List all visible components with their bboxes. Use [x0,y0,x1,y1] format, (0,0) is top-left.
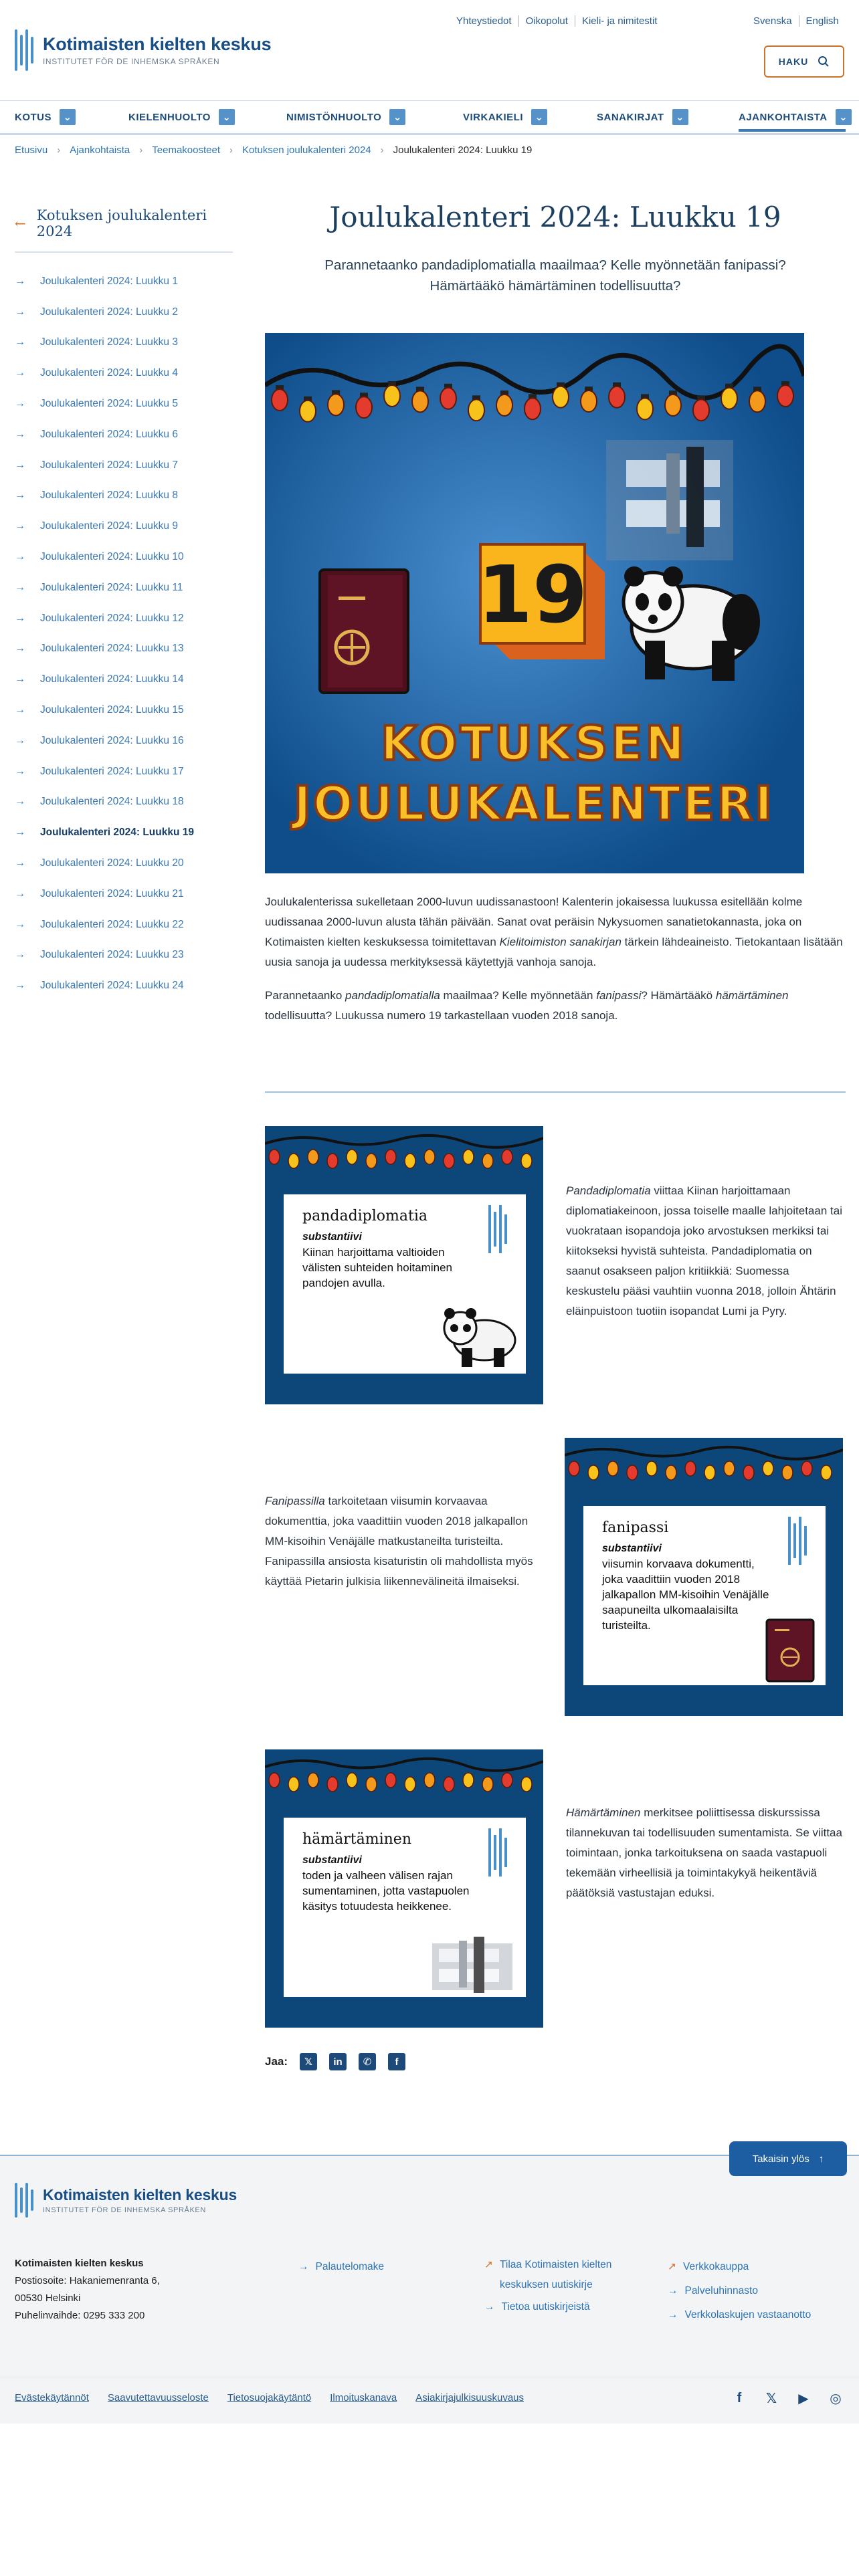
nav-label: NIMISTÖNHUOLTO [286,111,382,123]
chevron-down-icon: ⌄ [531,109,547,125]
card-text-fanipassi: Fanipassilla tarkoitetaan viisumin korvaavaa dokumenttia, joka vaadittiin vuoden 2018 jalkapallon MM-kisoihin Venäjälle matkustaneilta turisteilta. Fanipassilla ansiosta kisaturistin oli mahdollista myös käyttää Pietarin julkisia liikennevälineitä ilmaiseksi. [265,1495,533,1588]
definition: Kiinan harjoittama valtioiden välisten suhteiden hoitaminen pandojen avulla. [302,1246,452,1289]
sidebar-item-luukku-16[interactable] [15,726,233,756]
sidebar-item-luukku-15[interactable] [15,695,233,726]
top-links [450,15,664,27]
linkedin-share-icon[interactable]: in [329,2053,347,2070]
sidebar-item-label: Joulukalenteri 2024: Luukku 8 [40,490,178,502]
sidebar-item-label: Joulukalenteri 2024: Luukku 21 [40,887,184,899]
sidebar-item-label: Joulukalenteri 2024: Luukku 13 [40,643,184,655]
arrow-right-icon: → [668,2309,678,2321]
svg-text:KOTUKSEN: KOTUKSEN [380,716,688,771]
youtube-icon[interactable]: ▶ [798,2391,809,2406]
instagram-icon[interactable]: ◎ [830,2391,842,2406]
nav-ajankohtaista[interactable] [739,109,852,125]
chevron-right-icon: › [380,144,384,156]
part-of-speech: substantiivi [602,1543,662,1554]
sidebar-item-label: Joulukalenteri 2024: Luukku 1 [40,275,178,287]
intro-paragraph-1: Joulukalenterissa sukelletaan 2000-luvun uudissanastoon! Kalenterin jokaisessa luukussa esitellään kolme uudissanaa 2000-luvun alusta tähän päivään. Sanat ovat peräisin Nykysuomen sanatietokannasta, joka on Kotimaisten kielten keskuksessa toimitettavan Kielitoimiston sanakirjan tärkein lähdeaineisto. Tietokantaan lisätään uusia sanoja ja uudessa merkityksessä käytettyjä vanhoja sanoja. [265,895,843,968]
arrow-right-icon: → [15,673,25,685]
sidebar-item-luukku-23[interactable] [15,940,233,971]
page-title: Joulukalenteri 2024: Luukku 19 [329,201,781,233]
site-footer [0,2155,859,2377]
breadcrumb [15,144,532,156]
arrow-right-icon: → [15,887,25,899]
definition: toden ja valheen välisen rajan sumentaminen, jotta vastapuolen käsitys totuudesta heikkenee. [302,1869,470,1913]
arrow-right-icon: → [15,520,25,532]
chevron-right-icon: › [139,144,143,156]
footer-col-2 [484,2255,638,2319]
sidebar-item-luukku-12[interactable] [15,603,233,634]
sidebar-item-luukku-17[interactable] [15,756,233,787]
arrow-left-icon: ← [15,215,26,231]
arrow-right-icon: → [15,704,25,716]
chevron-right-icon: › [57,144,61,156]
link-accessibility[interactable]: Saavutettavuusseloste [107,2392,209,2403]
string-lights [265,1126,543,1180]
link-cookies[interactable]: Evästekäytännöt [15,2392,89,2403]
lead-text: Parannetaanko pandadiplomatialla maailmaa? Kelle myönnetään fanipassi? Hämärtääkö hämärtäminen todellisuutta? [324,257,786,294]
arrow-right-icon: → [15,612,25,624]
link-privacy[interactable]: Tietosuojakäytäntö [227,2392,312,2403]
crumb-joulukalenteri[interactable]: Kotuksen joulukalenteri 2024 [242,144,371,156]
nav-kotus[interactable] [15,109,76,125]
logo-title: Kotimaisten kielten keskus [43,34,272,54]
sidebar-item-label: Joulukalenteri 2024: Luukku 14 [40,673,184,685]
arrow-right-icon: → [15,765,25,777]
passport-icon [765,1618,816,1683]
string-lights [565,1438,843,1491]
external-link-icon: ↗ [668,2261,676,2272]
footer-address [15,2255,160,2325]
sidebar-item-label: Joulukalenteri 2024: Luukku 15 [40,704,184,716]
arrow-right-icon: → [15,796,25,808]
arrow-right-icon: → [15,643,25,655]
sidebar-title: Kotuksen joulukalenteri 2024 [36,207,207,239]
nav-label: VIRKAKIELI [463,111,524,123]
card-text-pandadiplomatia: Pandadiplomatia viittaa Kiinan harjoittamaan diplomatiakeinoon, jossa toiselle maalle lahjoitetaan tai vuokrataan isopandoja joko arvostuksen merkiksi tai kiitokseksi hyvistä suhteista. Pandadiplomatia on saanut osakseen paljon kritiikkiä: Suomessa keskustelu pääsi vauhtiin vuonna 2018, jolloin Ähtärin eläinpuistoon tuotiin isopandat Lumi ja Pyry. [566,1184,842,1317]
footer-link-invoices[interactable]: → Verkkolaskujen vastaanotto [668,2303,811,2327]
arrow-right-icon: → [15,734,25,746]
arrow-right-icon: → [15,949,25,961]
crumb-home[interactable]: Etusivu [15,144,48,156]
footer-link-shop[interactable]: ↗ Verkkokauppa [668,2255,811,2279]
search-button[interactable] [764,45,844,78]
footer-col-3 [668,2255,811,2327]
chevron-down-icon: ⌄ [60,109,76,125]
nav-kielenhuolto[interactable] [128,109,235,125]
sidebar-item-label: Joulukalenteri 2024: Luukku 20 [40,857,184,869]
arrow-right-icon: → [15,551,25,563]
sidebar-item-luukku-6[interactable] [15,419,233,450]
sidebar-item-luukku-24[interactable] [15,970,233,1001]
part-of-speech: substantiivi [302,1231,362,1243]
footer-col-1 [298,2255,384,2279]
string-lights [265,1749,543,1803]
facebook-share-icon[interactable]: f [388,2053,405,2070]
sidebar-item-luukku-20[interactable] [15,848,233,879]
pixelated-object [606,440,733,560]
arrow-right-icon: → [15,918,25,930]
top-link-contact[interactable]: Yhteystiedot [456,15,512,27]
nav-label: KIELENHUOLTO [128,111,211,123]
lang-svenska[interactable]: Svenska [753,15,792,27]
sidebar-item-label: Joulukalenteri 2024: Luukku 23 [40,949,184,961]
sidebar-item-label: Joulukalenteri 2024: Luukku 17 [40,765,184,777]
sidebar-item-luukku-10[interactable] [15,542,233,572]
facebook-icon[interactable]: f [737,2390,742,2405]
nav-label: AJANKOHTAISTA [739,111,828,123]
sidebar-item-luukku-11[interactable] [15,572,233,603]
nav-virkakieli[interactable] [463,109,547,125]
footer-bottom [0,2377,859,2424]
main-nav [0,100,859,135]
arrow-right-icon: → [15,857,25,869]
back-to-top-label: Takaisin ylös [752,2153,809,2165]
x-share-icon[interactable]: 𝕏 [300,2053,317,2070]
footer-logo-title: Kotimaisten kielten keskus [43,2186,237,2204]
sidebar-item-luukku-18[interactable] [15,787,233,818]
site-header [0,0,859,100]
intro-paragraph-2: Parannetaanko pandadiplomatialla maailmaa? Kelle myönnetään fanipassi? Hämärtääkö hämärtäminen todellisuutta? Luukussa numero 19 tarkastellaan vuoden 2018 sanoja. [265,989,789,1022]
sidebar-item-luukku-2[interactable] [15,297,233,328]
svg-text:19: 19 [477,548,588,641]
word: fanipassi [602,1519,669,1536]
top-link-tests[interactable]: Kieli- ja nimitestit [575,15,664,27]
sidebar-item-luukku-14[interactable] [15,664,233,695]
logo-mark-icon [486,1205,512,1253]
main-content [265,194,846,2068]
sidebar-item-label: Joulukalenteri 2024: Luukku 18 [40,796,184,808]
footer-logo[interactable] [15,2183,237,2218]
sidebar-item-luukku-4[interactable] [15,358,233,389]
nav-label: SANAKIRJAT [597,111,664,123]
language-switcher [747,15,846,27]
passport-image [320,570,408,693]
panda-icon [432,1301,519,1368]
arrow-right-icon: → [15,490,25,502]
chevron-down-icon: ⌄ [219,109,235,125]
phone: Puhelinvaihde: 0295 333 200 [15,2310,145,2321]
external-link-icon: ↗ [484,2259,493,2270]
sidebar-item-luukku-21[interactable] [15,879,233,909]
arrow-right-icon: → [668,2285,678,2296]
nav-active-indicator [739,129,846,132]
sidebar-item-label: Joulukalenteri 2024: Luukku 22 [40,918,184,930]
crumb-ajankohtaista[interactable]: Ajankohtaista [70,144,130,156]
footer-link-palaute[interactable]: → Palautelomake [298,2255,384,2279]
address-line: 00530 Helsinki [15,2292,81,2304]
org-name: Kotimaisten kielten keskus [15,2258,144,2269]
sidebar-item-label: Joulukalenteri 2024: Luukku 4 [40,367,178,379]
part-of-speech: substantiivi [302,1854,362,1866]
arrow-right-icon: → [15,275,25,287]
share-bar [265,2053,405,2070]
top-link-shortcuts[interactable]: Oikopolut [518,15,575,27]
back-to-top-button[interactable] [729,2141,847,2176]
logo-mark-icon [785,1517,812,1565]
logo-mark-icon [15,2183,35,2218]
word: pandadiplomatia [302,1208,428,1224]
hero-image [265,333,804,873]
arrow-right-icon: → [15,980,25,992]
chevron-right-icon: › [229,144,233,156]
link-whistleblow[interactable]: Ilmoituskanava [330,2392,397,2403]
intro-text [265,892,846,1039]
sidebar-item-luukku-19[interactable] [15,817,233,848]
sidebar-item-luukku-5[interactable] [15,389,233,419]
sidebar-item-luukku-1[interactable] [15,266,233,297]
sidebar-item-label: Joulukalenteri 2024: Luukku 7 [40,459,178,471]
pixelated-object-icon [432,1937,512,1993]
sidebar-item-label: Joulukalenteri 2024: Luukku 5 [40,398,178,410]
arrow-up-icon: ↑ [818,2153,824,2165]
x-icon[interactable]: 𝕏 [765,2391,777,2406]
sidebar-item-luukku-13[interactable] [15,634,233,665]
search-label: HAKU [778,56,809,67]
sidebar-item-label: Joulukalenteri 2024: Luukku 11 [40,581,183,593]
sidebar-item-label: Joulukalenteri 2024: Luukku 10 [40,551,184,563]
arrow-right-icon: → [298,2261,309,2272]
nav-sanakirjat[interactable] [597,109,688,125]
arrow-right-icon: → [15,459,25,471]
word-card-fanipassi [565,1438,843,1716]
nav-nimistonhuolto[interactable] [286,109,405,125]
sidebar-item-luukku-9[interactable] [15,511,233,542]
sidebar-item-luukku-7[interactable] [15,450,233,481]
sidebar-item-luukku-3[interactable] [15,328,233,358]
arrow-right-icon: → [484,2301,495,2313]
sidebar-back-link[interactable] [15,207,233,253]
chevron-down-icon: ⌄ [672,109,688,125]
search-icon [818,56,830,68]
arrow-right-icon: → [15,581,25,593]
word-card-hamartaminen [265,1749,543,2028]
sidebar-item-label: Joulukalenteri 2024: Luukku 6 [40,428,178,440]
sidebar-list [15,266,233,1001]
sidebar-item-label: Joulukalenteri 2024: Luukku 3 [40,336,178,348]
chevron-down-icon: ⌄ [389,109,405,125]
svg-text:JOULUKALENTERI: JOULUKALENTERI [293,776,775,831]
arrow-right-icon: → [15,306,25,318]
crumb-teemakoosteet[interactable]: Teemakoosteet [152,144,220,156]
sidebar-item-label: Joulukalenteri 2024: Luukku 12 [40,612,184,624]
site-logo[interactable] [15,29,271,71]
crumb-current: Joulukalenteri 2024: Luukku 19 [393,144,533,156]
sidebar-item-luukku-8[interactable] [15,481,233,512]
logo-mark-icon [486,1828,512,1876]
whatsapp-share-icon[interactable]: ✆ [359,2053,376,2070]
logo-subtitle: INSTITUTET FÖR DE INHEMSKA SPRÅKEN [43,57,220,66]
sidebar-item-luukku-22[interactable] [15,909,233,940]
arrow-right-icon: → [15,428,25,440]
chevron-down-icon: ⌄ [836,109,852,125]
door-number-19 [478,544,605,659]
sidebar-item-label: Joulukalenteri 2024: Luukku 2 [40,306,178,318]
sidebar-item-label: Joulukalenteri 2024: Luukku 24 [40,980,184,992]
word-card-pandadiplomatia [265,1126,543,1404]
divider [265,1091,846,1093]
sidebar-item-label: Joulukalenteri 2024: Luukku 19 [40,827,195,839]
logo-mark-icon [15,29,35,71]
lang-english[interactable]: English [799,15,846,27]
footer-logo-subtitle: INSTITUTET FÖR DE INHEMSKA SPRÅKEN [43,2206,206,2214]
arrow-right-icon: → [15,398,25,410]
definition: viisumin korvaava dokumentti, joka vaadittiin vuoden 2018 jalkapallon MM-kisoihin Venäjälle saapuneilta ulkomaalaisilta turisteilta. [602,1558,769,1632]
word: hämärtäminen [302,1831,411,1848]
sidebar-item-label: Joulukalenteri 2024: Luukku 9 [40,520,178,532]
footer-link-prices[interactable]: → Palveluhinnasto [668,2279,811,2303]
footer-link-newsletter[interactable]: ↗ Tilaa Kotimaisten kielten keskuksen uutiskirje [484,2255,638,2295]
sidebar [15,207,233,1001]
link-records[interactable]: Asiakirjajulkisuuskuvaus [415,2392,524,2403]
arrow-right-icon: → [15,367,25,379]
sidebar-item-label: Joulukalenteri 2024: Luukku 16 [40,734,184,746]
footer-link-newsletter-info[interactable]: → Tietoa uutiskirjeistä [484,2295,638,2319]
nav-label: KOTUS [15,111,52,123]
address-line: Postiosoite: Hakaniemenranta 6, [15,2275,160,2286]
share-label: Jaa: [265,2055,288,2068]
arrow-right-icon: → [15,336,25,348]
card-text-hamartaminen: Hämärtäminen merkitsee poliittisessa diskurssissa tilannekuvan tai todellisuuden sumentamista. Se viittaa toimintaan, jonka tarkoituksena on saada vastapuoli tekemään virheellisiä ja toimintakykyä heikentäviä päätöksiä vastustajan eduksi. [566,1806,842,1899]
arrow-right-icon: → [15,827,25,839]
